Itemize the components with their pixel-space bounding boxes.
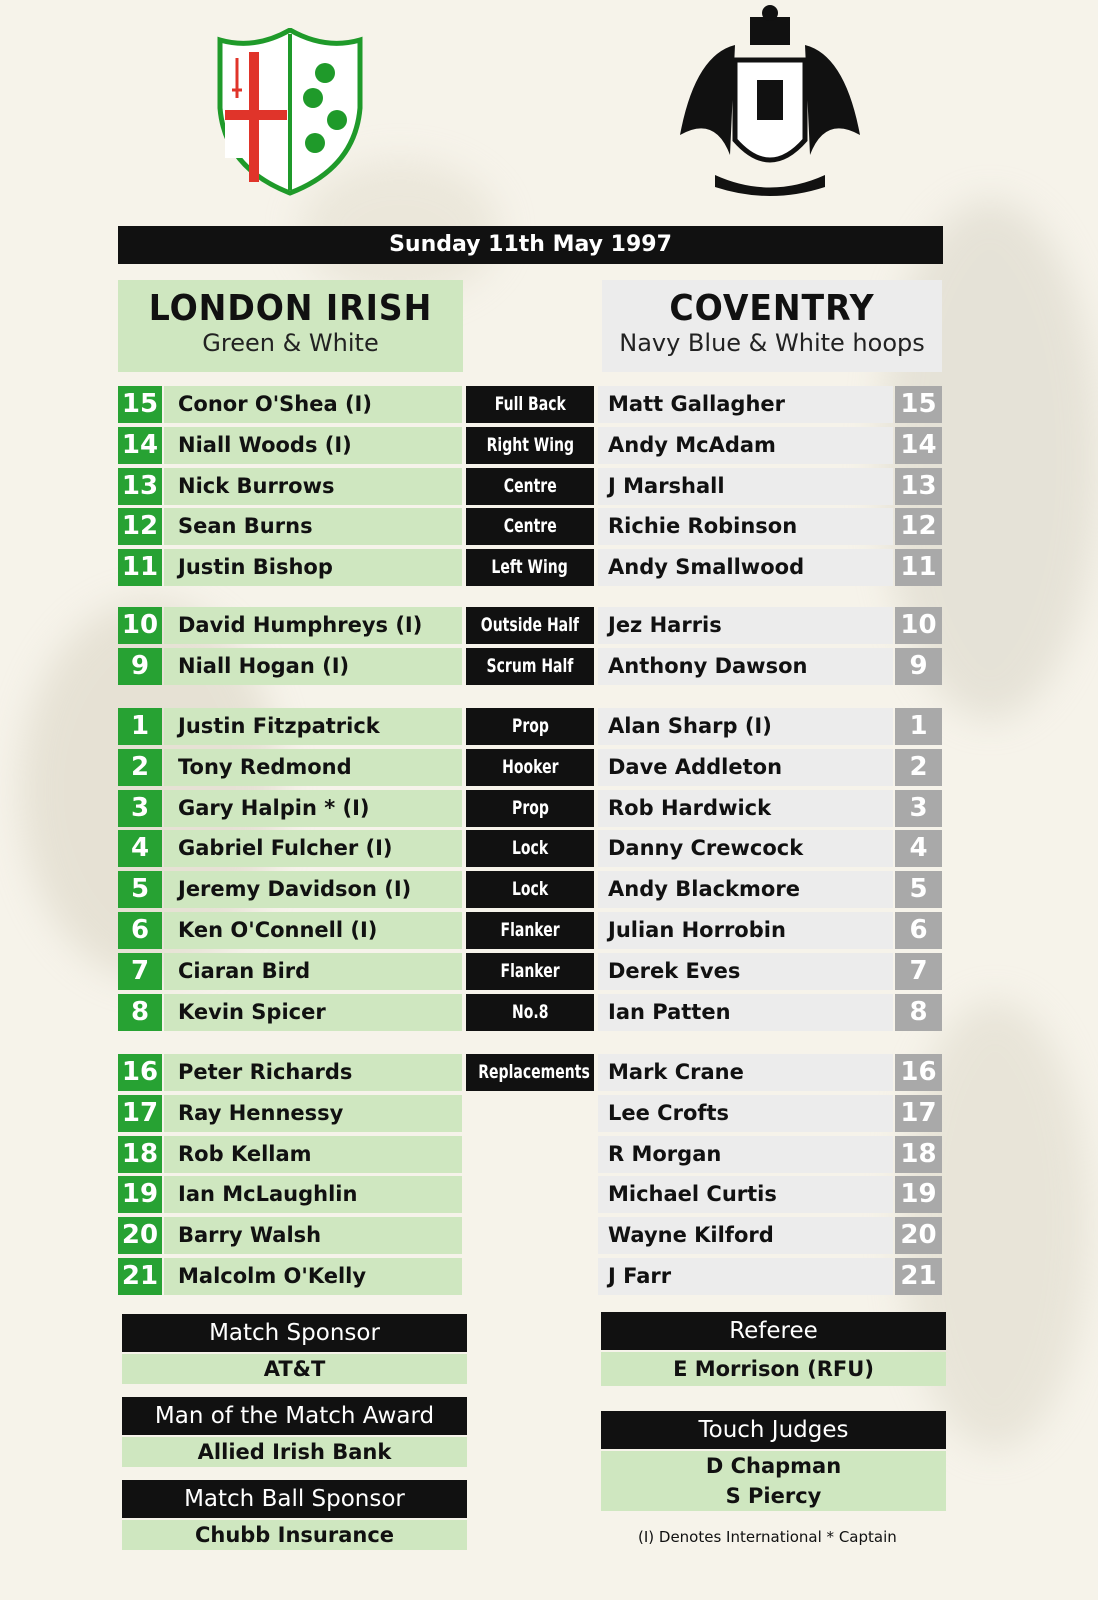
away-player-number: 1	[895, 708, 942, 745]
away-player-number: 19	[895, 1176, 942, 1213]
home-player-name: Conor O'Shea (I)	[164, 386, 462, 423]
player-position	[466, 871, 594, 908]
home-player-number: 3	[118, 790, 162, 827]
home-player-number: 14	[118, 427, 162, 464]
player-position-label: Full Back	[494, 393, 566, 415]
player-position	[466, 953, 594, 990]
away-player-name: J Marshall	[598, 468, 893, 505]
home-player-name: Sean Burns	[164, 508, 462, 545]
home-player-number: 6	[118, 912, 162, 949]
away-player-name: Andy Blackmore	[598, 871, 893, 908]
player-position-label: Prop	[511, 715, 549, 737]
away-player-number: 3	[895, 790, 942, 827]
home-player-number: 9	[118, 648, 162, 685]
home-player-number: 8	[118, 994, 162, 1031]
home-player-number: 20	[118, 1217, 162, 1254]
lineup-row	[0, 871, 1098, 908]
home-player-name: Nick Burrows	[164, 468, 462, 505]
home-player-number: 7	[118, 953, 162, 990]
home-player-number: 10	[118, 607, 162, 644]
home-player-name: Tony Redmond	[164, 749, 462, 786]
player-position	[466, 386, 594, 423]
player-position-label: Outside Half	[480, 614, 580, 636]
lineup-row	[0, 1217, 1098, 1254]
home-player-number: 19	[118, 1176, 162, 1213]
away-player-number: 18	[895, 1136, 942, 1173]
player-position-label: Lock	[511, 837, 549, 859]
away-player-name: Matt Gallagher	[598, 386, 893, 423]
home-player-name: Kevin Spicer	[164, 994, 462, 1031]
away-player-number: 11	[895, 549, 942, 586]
away-player-name: Ian Patten	[598, 994, 893, 1031]
home-player-name: Gary Halpin * (I)	[164, 790, 462, 827]
player-position	[466, 1054, 594, 1091]
player-position-label: No.8	[511, 1001, 549, 1023]
player-position	[466, 427, 594, 464]
home-player-name: Gabriel Fulcher (I)	[164, 830, 462, 867]
player-position-label: Left Wing	[491, 556, 569, 578]
home-player-name: Ray Hennessy	[164, 1095, 462, 1132]
away-player-name: Richie Robinson	[598, 508, 893, 545]
home-player-number: 17	[118, 1095, 162, 1132]
home-player-name: Peter Richards	[164, 1054, 462, 1091]
home-player-number: 18	[118, 1136, 162, 1173]
lineup-row	[0, 1095, 1098, 1132]
player-position-label: Flanker	[500, 919, 560, 941]
home-player-name: Justin Fitzpatrick	[164, 708, 462, 745]
lineup-row	[0, 994, 1098, 1031]
lineup-row	[0, 749, 1098, 786]
away-player-name: Derek Eves	[598, 953, 893, 990]
away-player-number: 4	[895, 830, 942, 867]
match-ball-sponsor-label: Match Ball Sponsor	[122, 1480, 467, 1518]
player-position-label: Lock	[511, 878, 549, 900]
lineup-row	[0, 912, 1098, 949]
away-player-number: 10	[895, 607, 942, 644]
motm-label: Man of the Match Award	[122, 1397, 467, 1435]
away-player-number: 20	[895, 1217, 942, 1254]
home-team-name: LONDON IRISH	[148, 288, 433, 329]
player-position	[466, 549, 594, 586]
home-player-name: Rob Kellam	[164, 1136, 462, 1173]
lineup-row	[0, 708, 1098, 745]
match-date: Sunday 11th May 1997	[118, 226, 943, 264]
away-player-number: 13	[895, 468, 942, 505]
home-player-number: 13	[118, 468, 162, 505]
away-player-name: Wayne Kilford	[598, 1217, 893, 1254]
away-player-name: Dave Addleton	[598, 749, 893, 786]
lineup-row	[0, 648, 1098, 685]
home-player-name: Niall Woods (I)	[164, 427, 462, 464]
player-position	[466, 994, 594, 1031]
player-position-label: Hooker	[501, 756, 559, 778]
away-player-number: 6	[895, 912, 942, 949]
player-position	[466, 912, 594, 949]
match-sponsor-value: AT&T	[122, 1354, 467, 1384]
lineup-row	[0, 790, 1098, 827]
home-player-name: Justin Bishop	[164, 549, 462, 586]
home-player-name: Ian McLaughlin	[164, 1176, 462, 1213]
player-position	[466, 830, 594, 867]
player-position	[466, 749, 594, 786]
coventry-crest-icon	[675, 5, 865, 200]
player-position-label: Replacements	[478, 1061, 590, 1083]
away-player-number: 17	[895, 1095, 942, 1132]
lineup-row	[0, 607, 1098, 644]
away-team-colours: Navy Blue & White hoops	[619, 329, 925, 357]
lineup-row	[0, 508, 1098, 545]
lineup-row	[0, 830, 1098, 867]
home-player-number: 2	[118, 749, 162, 786]
player-position-label: Scrum Half	[486, 655, 574, 677]
lineup-row	[0, 386, 1098, 423]
home-player-name: Jeremy Davidson (I)	[164, 871, 462, 908]
motm-value: Allied Irish Bank	[122, 1437, 467, 1467]
away-player-name: Rob Hardwick	[598, 790, 893, 827]
player-position	[466, 607, 594, 644]
away-player-name: Andy McAdam	[598, 427, 893, 464]
match-sponsor-label: Match Sponsor	[122, 1314, 467, 1352]
london-irish-crest-icon	[215, 28, 365, 198]
away-player-number: 12	[895, 508, 942, 545]
home-player-number: 21	[118, 1258, 162, 1295]
lineup-row	[0, 1176, 1098, 1213]
player-position-label: Right Wing	[486, 434, 574, 456]
player-position-label: Flanker	[500, 960, 560, 982]
home-player-number: 4	[118, 830, 162, 867]
away-player-number: 9	[895, 648, 942, 685]
home-player-number: 12	[118, 508, 162, 545]
away-player-name: Michael Curtis	[598, 1176, 893, 1213]
match-ball-sponsor-value: Chubb Insurance	[122, 1520, 467, 1550]
home-team-colours: Green & White	[202, 329, 379, 357]
lineup-row	[0, 1136, 1098, 1173]
away-player-name: Alan Sharp (I)	[598, 708, 893, 745]
player-position-label: Centre	[503, 475, 557, 497]
home-player-name: Barry Walsh	[164, 1217, 462, 1254]
player-position-label: Prop	[511, 797, 549, 819]
home-player-name: Ken O'Connell (I)	[164, 912, 462, 949]
away-team-name: COVENTRY	[669, 288, 875, 329]
lineup-row	[0, 468, 1098, 505]
home-player-name: Niall Hogan (I)	[164, 648, 462, 685]
home-player-number: 16	[118, 1054, 162, 1091]
player-position	[466, 468, 594, 505]
away-player-number: 21	[895, 1258, 942, 1295]
player-position-label: Centre	[503, 515, 557, 537]
touch-judges-label: Touch Judges	[601, 1411, 946, 1449]
home-player-number: 5	[118, 871, 162, 908]
touch-judge-2: S Piercy	[725, 1484, 822, 1508]
lineup-row	[0, 1054, 1098, 1091]
away-player-name: Julian Horrobin	[598, 912, 893, 949]
away-player-name: Jez Harris	[598, 607, 893, 644]
player-position	[466, 508, 594, 545]
away-player-name: Danny Crewcock	[598, 830, 893, 867]
away-player-name: Mark Crane	[598, 1054, 893, 1091]
touch-judges-value	[601, 1451, 946, 1511]
home-player-name: Ciaran Bird	[164, 953, 462, 990]
away-player-number: 16	[895, 1054, 942, 1091]
home-player-number: 1	[118, 708, 162, 745]
home-player-name: David Humphreys (I)	[164, 607, 462, 644]
home-team-header	[118, 280, 463, 372]
referee-label: Referee	[601, 1312, 946, 1350]
referee-value: E Morrison (RFU)	[601, 1352, 946, 1386]
lineup-row	[0, 953, 1098, 990]
away-player-name: J Farr	[598, 1258, 893, 1295]
player-position	[466, 648, 594, 685]
away-player-number: 8	[895, 994, 942, 1031]
away-player-name: R Morgan	[598, 1136, 893, 1173]
lineup-row	[0, 1258, 1098, 1295]
away-player-number: 5	[895, 871, 942, 908]
away-player-number: 7	[895, 953, 942, 990]
away-player-name: Lee Crofts	[598, 1095, 893, 1132]
away-player-number: 2	[895, 749, 942, 786]
player-position	[466, 708, 594, 745]
lineup-row	[0, 427, 1098, 464]
away-team-header	[602, 280, 942, 372]
away-player-number: 15	[895, 386, 942, 423]
player-position	[466, 790, 594, 827]
away-player-name: Anthony Dawson	[598, 648, 893, 685]
lineup-row	[0, 549, 1098, 586]
touch-judge-1: D Chapman	[705, 1454, 842, 1478]
away-player-name: Andy Smallwood	[598, 549, 893, 586]
home-player-number: 11	[118, 549, 162, 586]
away-player-number: 14	[895, 427, 942, 464]
home-player-name: Malcolm O'Kelly	[164, 1258, 462, 1295]
footnote: (I) Denotes International * Captain	[638, 1528, 897, 1546]
home-player-number: 15	[118, 386, 162, 423]
